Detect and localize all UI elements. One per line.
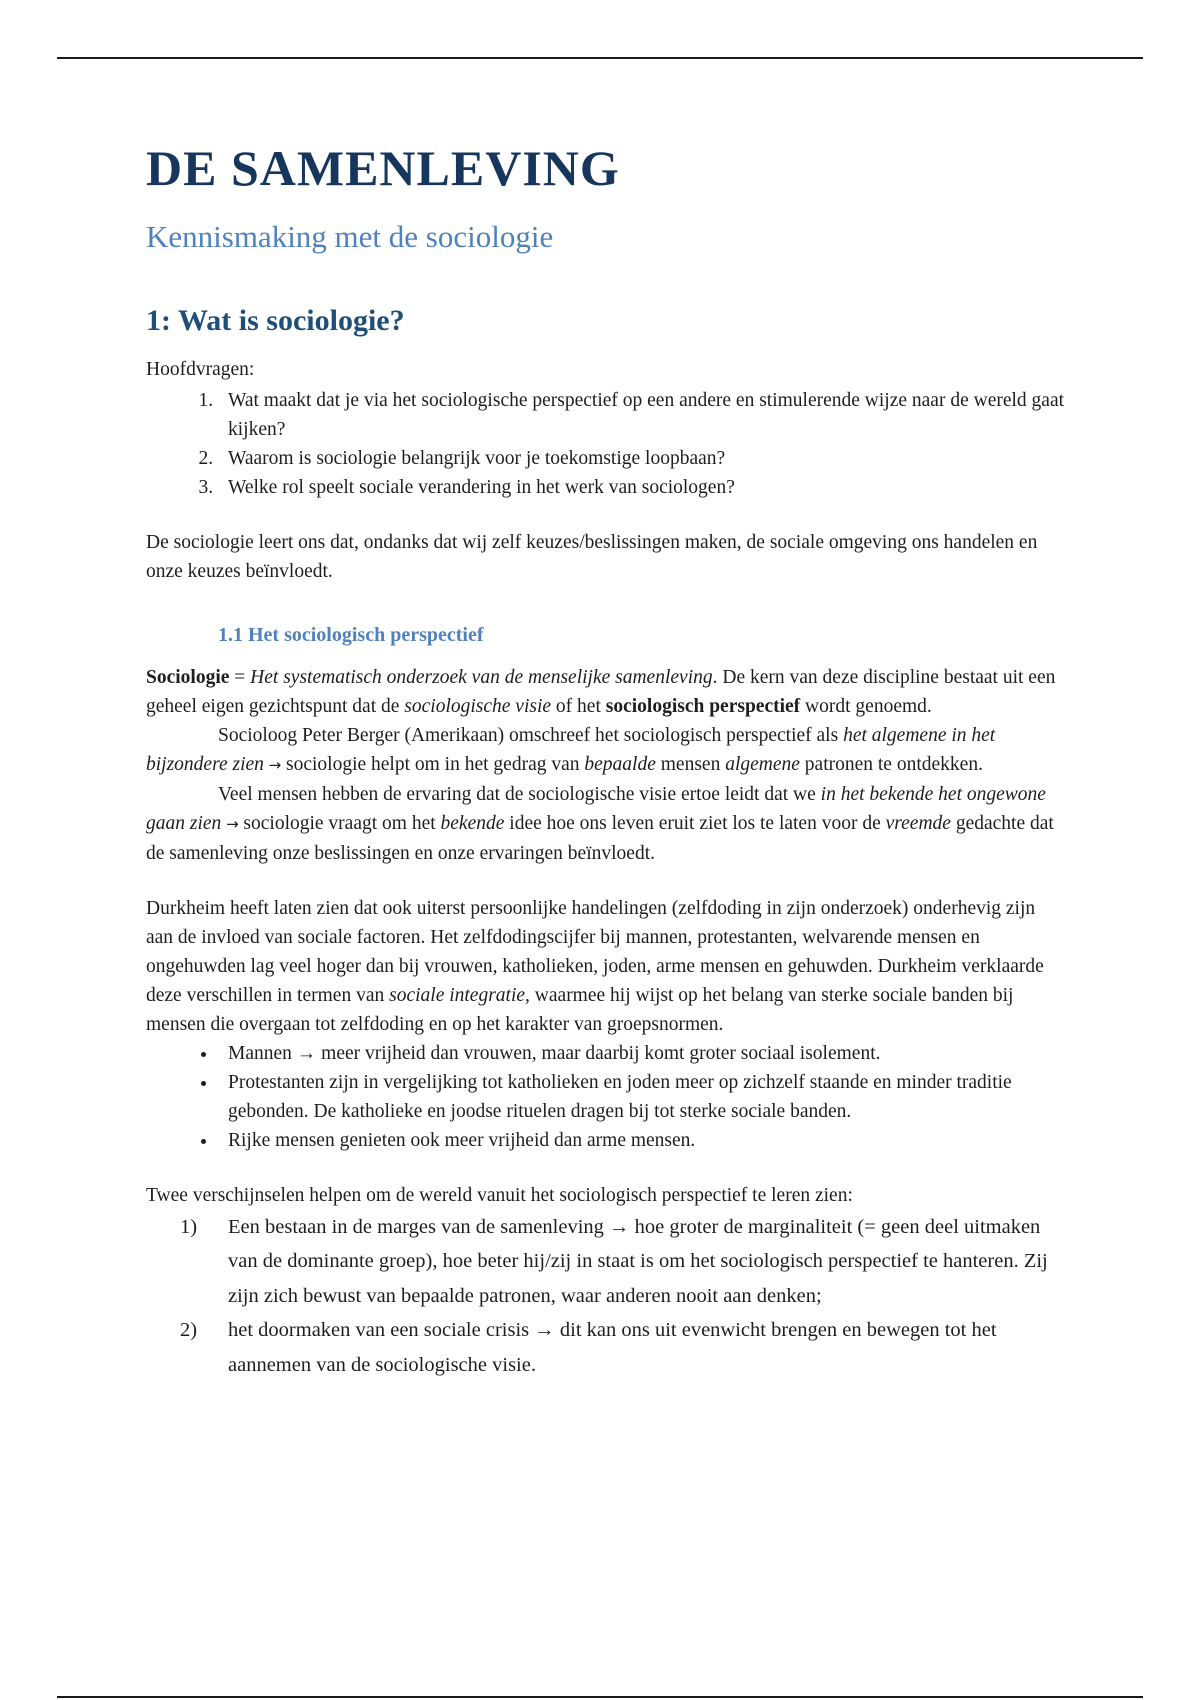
list-number: 1) — [180, 1215, 198, 1238]
durkheim-bullet-list — [146, 1039, 1066, 1155]
section-heading-1-1: 1.1 Het sociologisch perspectief — [218, 623, 484, 646]
list-item: 1) Een bestaan in de marges van de samenleving → hoe groter de marginaliteit (= geen deel uitmaken van de dominante groep), hoe beter hij/zij in staat is om het sociologisch perspectief te hanteren. Zij zijn zich bewust van bepaalde patronen, waar anderen nooit aan denken; — [218, 1210, 1066, 1314]
hoofdvragen-label: Hoofdvragen: — [146, 358, 255, 380]
definition-paragraph: Sociologie = Het systematisch onderzoek van de menselijke samenleving. De kern van deze discipline bestaat uit een geheel eigen gezichtspunt dat de sociologische visie of het sociologisch perspectief wordt genoemd. — [146, 666, 1056, 717]
intro-paragraph: De sociologie leert ons dat, ondanks dat wij zelf keuzes/beslissingen maken, de sociale omgeving ons handelen en onze keuzes beïnvloedt. — [146, 531, 1038, 582]
document-title: DE SAMENLEVING — [146, 140, 620, 196]
list-number: 2) — [180, 1319, 198, 1342]
list-item: 1. Wat maakt dat je via het sociologische perspectief op een andere en stimulerende wijze naar de wereld gaat kijken? — [218, 386, 1066, 444]
twee-intro: Twee verschijnselen helpen om de wereld vanuit het sociologisch perspectief te leren zien: — [146, 1184, 853, 1206]
list-item: 2) het doormaken van een sociale crisis → dit kan ons uit evenwicht brengen en bewegen tot het aannemen van de sociologische visie. — [218, 1313, 1066, 1382]
bottom-rule — [57, 1696, 1143, 1698]
arrow-icon: → — [263, 755, 286, 774]
hoofdvragen-list — [146, 386, 1066, 502]
document-subtitle: Kennismaking met de sociologie — [146, 218, 554, 254]
list-item: • Rijke mensen genieten ook meer vrijheid dan arme mensen. — [218, 1126, 1066, 1155]
vreemd-paragraph: Veel mensen hebben de ervaring dat de sociologische visie ertoe leidt dat we in het bekende het ongewone gaan zien → sociologie vraagt om het bekende idee hoe ons leven eruit ziet los te laten voor de vreemde gedachte dat de samenleving onze beslissingen en onze ervaringen beïnvloedt. — [146, 783, 1054, 864]
list-item: • Protestanten zijn in vergelijking tot katholieken en joden meer op zichzelf staande en minder traditie gebonden. De katholieke en joodse rituelen dragen bij tot sterke sociale banden. — [218, 1068, 1066, 1126]
list-item: 3. Welke rol speelt sociale verandering in het werk van sociologen? — [218, 473, 1066, 502]
term-sociologie: Sociologie — [146, 666, 230, 688]
top-rule — [57, 57, 1143, 59]
document-page — [146, 140, 1066, 1382]
list-item: • Mannen → meer vrijheid dan vrouwen, maar daarbij komt groter sociaal isolement. — [218, 1039, 1066, 1068]
section-heading-1: 1: Wat is sociologie? — [146, 303, 405, 337]
durkheim-paragraph: Durkheim heeft laten zien dat ook uiterst persoonlijke handelingen (zelfdoding in zijn onderzoek) onderhevig zijn aan de invloed van sociale factoren. Het zelfdodingscijfer bij mannen, protestanten, welvarende mensen en ongehuwden lag veel hoger dan bij vrouwen, katholieken, joden, arme mensen en gehuwden. Durkheim verklaarde deze verschillen in termen van sociale integratie, waarmee hij wijst op het belang van sterke sociale banden bij mensen die overgaan tot zelfdoding en op het karakter van groepsnormen. — [146, 897, 1044, 1035]
arrow-icon: → — [221, 814, 244, 833]
verschijnselen-list — [146, 1210, 1066, 1383]
definition-text: Het systematisch onderzoek van de menselijke samenleving — [250, 666, 713, 688]
list-item: 2. Waarom is sociologie belangrijk voor je toekomstige loopbaan? — [218, 444, 1066, 473]
berger-paragraph: Socioloog Peter Berger (Amerikaan) omschreef het sociologisch perspectief als het algemene in het bijzondere zien → sociologie helpt om in het gedrag van bepaalde mensen algemene patronen te ontdekken. — [146, 724, 996, 775]
